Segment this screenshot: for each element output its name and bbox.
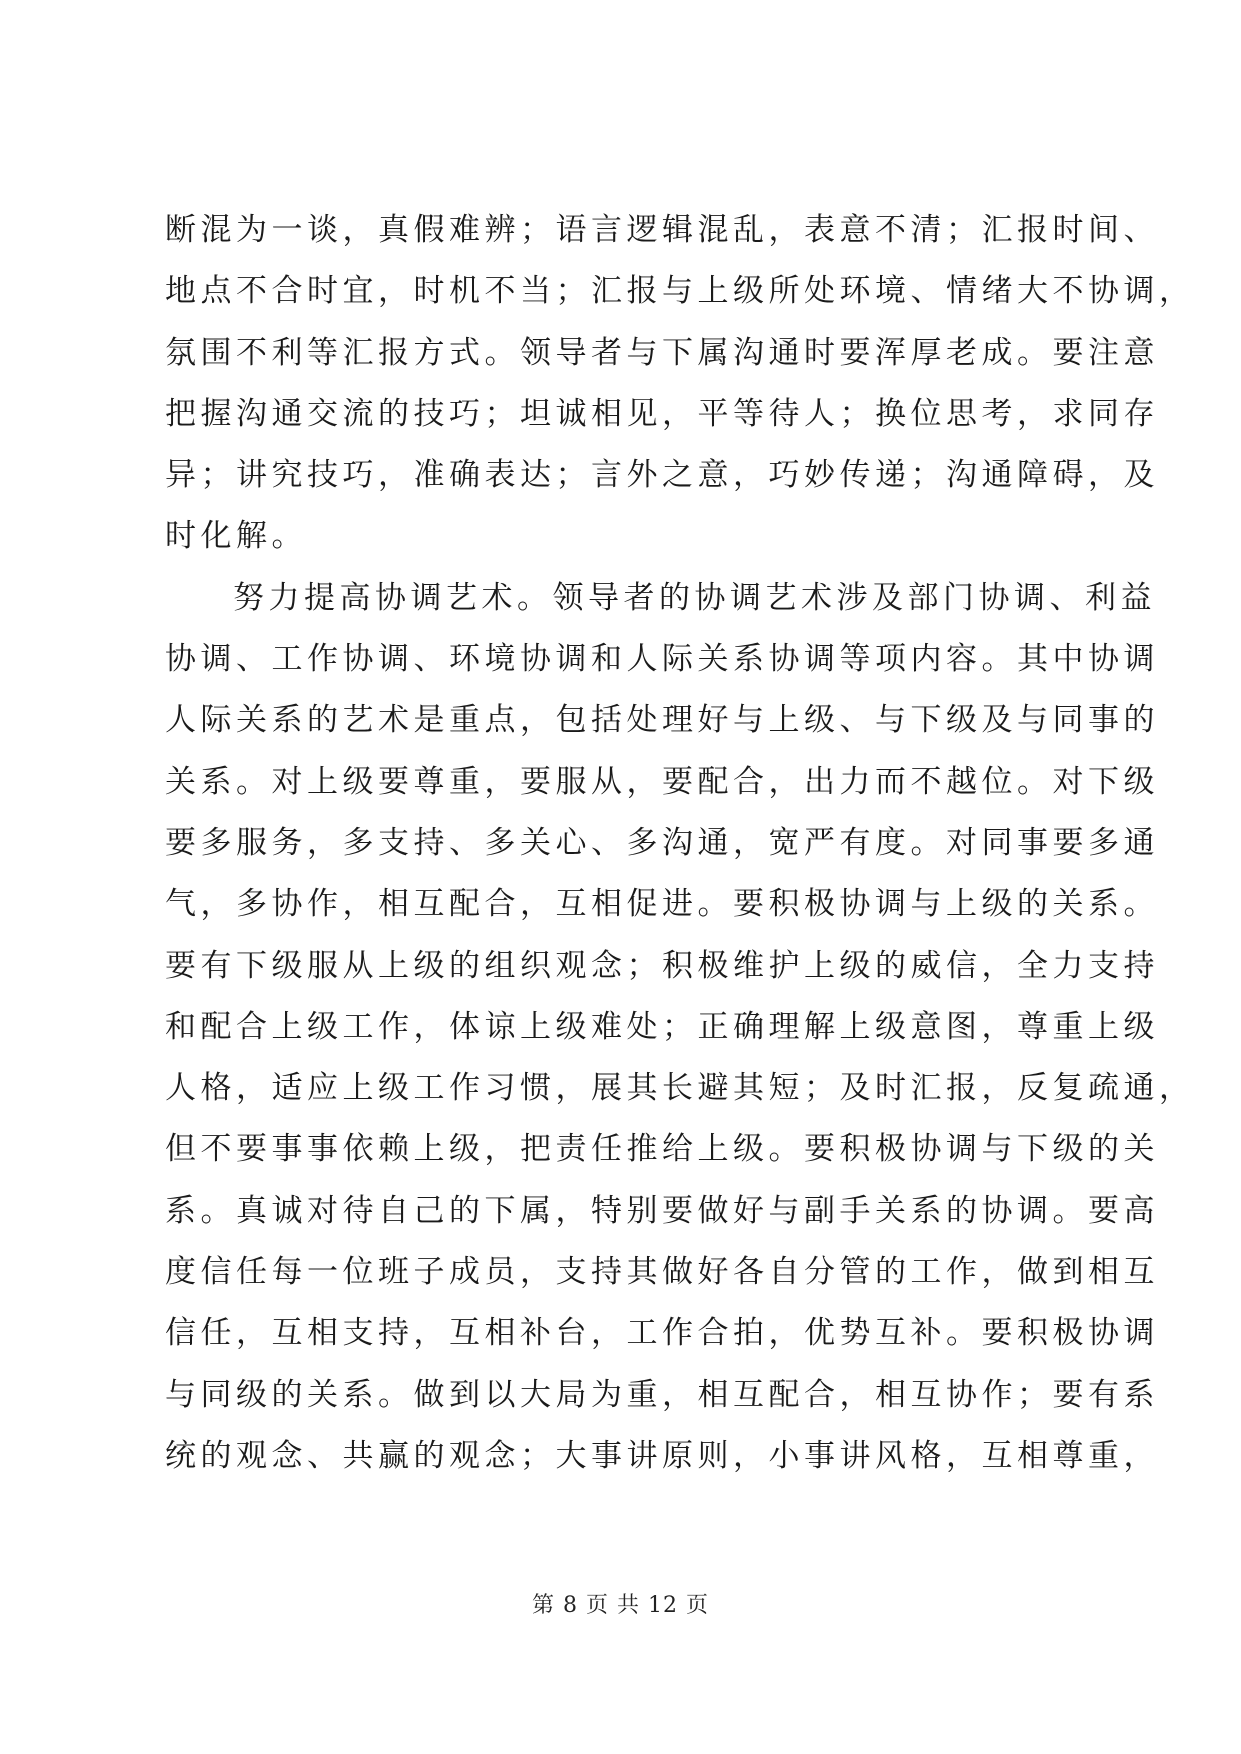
text-line: 和配合上级工作，体谅上级难处；正确理解上级意图，尊重上级 (165, 1008, 1159, 1045)
body-text (165, 200, 1195, 1487)
text-line: 气，多协作，相互配合，互相促进。要积极协调与上级的关系。 (165, 886, 1159, 923)
text-line: 统的观念、共赢的观念；大事讲原则，小事讲风格，互相尊重， (165, 1437, 1159, 1474)
text-line: 要多服务，多支持、多关心、多沟通，宽严有度。对同事要多通 (165, 824, 1159, 861)
text-line: 异；讲究技巧，准确表达；言外之意，巧妙传递；沟通障碍，及 (165, 457, 1159, 494)
text-line: 地点不合时宜，时机不当；汇报与上级所处环境、情绪大不协调， (165, 273, 1195, 310)
text-line: 与同级的关系。做到以大局为重，相互配合，相互协作；要有系 (165, 1376, 1159, 1413)
text-line: 时化解。 (165, 518, 307, 555)
text-line: 氛围不利等汇报方式。领导者与下属沟通时要浑厚老成。要注意 (165, 334, 1159, 371)
text-line: 断混为一谈，真假难辨；语言逻辑混乱，表意不清；汇报时间、 (165, 212, 1159, 248)
text-line: 把握沟通交流的技巧；坦诚相见，平等待人；换位思考，求同存 (165, 395, 1159, 432)
page-footer: 第 8 页 共 12 页 (532, 1593, 709, 1618)
text-line: 要有下级服从上级的组织观念；积极维护上级的威信，全力支持 (165, 947, 1159, 984)
text-line: 系。真诚对待自己的下属，特别要做好与副手关系的协调。要高 (165, 1192, 1159, 1229)
text-line: 但不要事事依赖上级，把责任推给上级。要积极协调与下级的关 (165, 1131, 1159, 1168)
text-line: 信任，互相支持，互相补台，工作合拍，优势互补。要积极协调 (165, 1315, 1159, 1352)
text-line: 度信任每一位班子成员，支持其做好各自分管的工作，做到相互 (165, 1254, 1159, 1291)
text-line: 人格，适应上级工作习惯，展其长避其短；及时汇报，反复疏通， (165, 1070, 1195, 1107)
paragraph-first-line: 努力提高协调艺术。领导者的协调艺术涉及部门协调、利益 (233, 579, 1156, 616)
text-line: 协调、工作协调、环境协调和人际关系协调等项内容。其中协调 (165, 641, 1159, 678)
text-line: 关系。对上级要尊重，要服从，要配合，出力而不越位。对下级 (165, 763, 1159, 800)
text-line: 人际关系的艺术是重点，包括处理好与上级、与下级及与同事的 (165, 702, 1159, 739)
